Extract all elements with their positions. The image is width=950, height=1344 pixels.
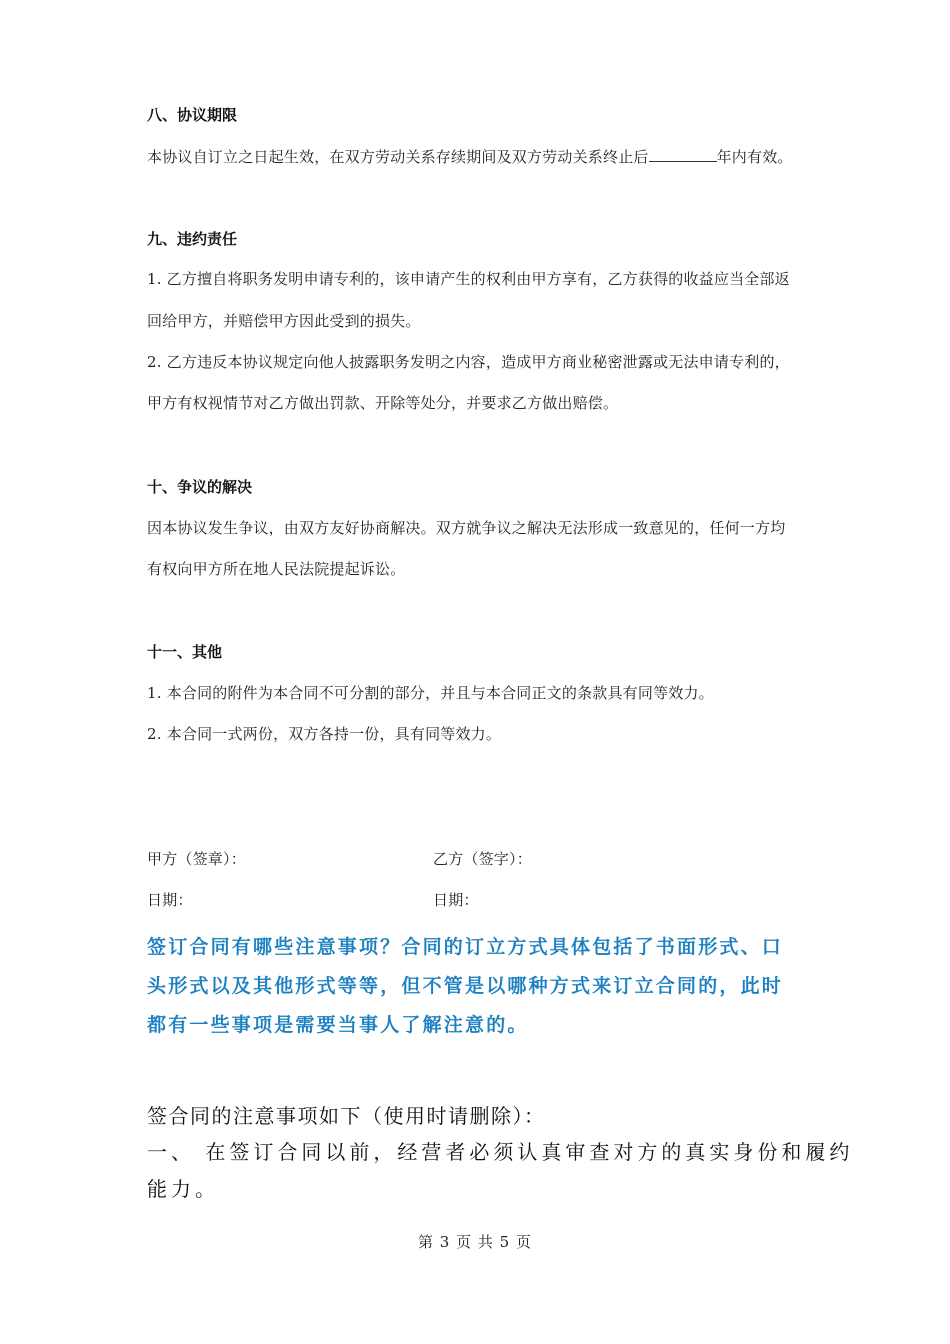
section-9-p2-line1: 2. 乙方违反本协议规定向他人披露职务发明之内容，造成甲方商业秘密泄露或无法申请专利的，: [147, 353, 790, 371]
party-b-signature-label: 乙方（签字）：: [433, 850, 532, 868]
party-b-date-label: 日期：: [433, 891, 479, 909]
page-number-footer: 第 3 页 共 5 页: [418, 1233, 532, 1251]
section-10-line1: 因本协议发生争议，由双方友好协商解决。双方就争议之解决无法形成一致意见的，任何一方均: [147, 519, 786, 537]
section-9-p2-line2: 甲方有权视情节对乙方做出罚款、开除等处分，并要求乙方做出赔偿。: [147, 394, 619, 412]
party-a-date-label: 日期：: [147, 891, 193, 909]
highlight-line1: 签订合同有哪些注意事项？合同的订立方式具体包括了书面形式、口: [147, 936, 784, 958]
section-10-title: 十、争议的解决: [147, 478, 253, 496]
section-9-title: 九、违约责任: [147, 230, 238, 248]
section-8-text-after: 年内有效。: [716, 148, 793, 166]
notes-item1-line2: 能力。: [147, 1177, 219, 1201]
section-10-line2: 有权向甲方所在地人民法院提起诉讼。: [147, 560, 406, 578]
section-8-text: [147, 146, 793, 167]
section-11-item1: 1. 本合同的附件为本合同不可分割的部分，并且与本合同正文的条款具有同等效力。: [147, 684, 714, 702]
notes-item1-line1: 一、 在签订合同以前，经营者必须认真审查对方的真实身份和履约: [147, 1140, 854, 1164]
section-9-p1-line2: 回给甲方，并赔偿甲方因此受到的损失。: [147, 312, 421, 330]
highlight-line3: 都有一些事项是需要当事人了解注意的。: [147, 1014, 529, 1036]
section-11-item2: 2. 本合同一式两份，双方各持一份，具有同等效力。: [147, 725, 502, 743]
highlight-line2: 头形式以及其他形式等等，但不管是以哪种方式来订立合同的，此时: [147, 975, 784, 997]
notes-title: 签合同的注意事项如下（使用时请删除）：: [147, 1104, 546, 1128]
section-11-title: 十一、其他: [147, 643, 223, 661]
section-8-text-before: 本协议自订立之日起生效，在双方劳动关系存续期间及双方劳动关系终止后: [147, 148, 649, 166]
section-9-p1-line1: 1. 乙方擅自将职务发明申请专利的，该申请产生的权利由甲方享有，乙方获得的收益应当全部返: [147, 270, 790, 288]
section-8-title: 八、协议期限: [147, 106, 238, 124]
term-years-blank: [649, 149, 717, 162]
party-a-signature-label: 甲方（签章）：: [147, 850, 246, 868]
